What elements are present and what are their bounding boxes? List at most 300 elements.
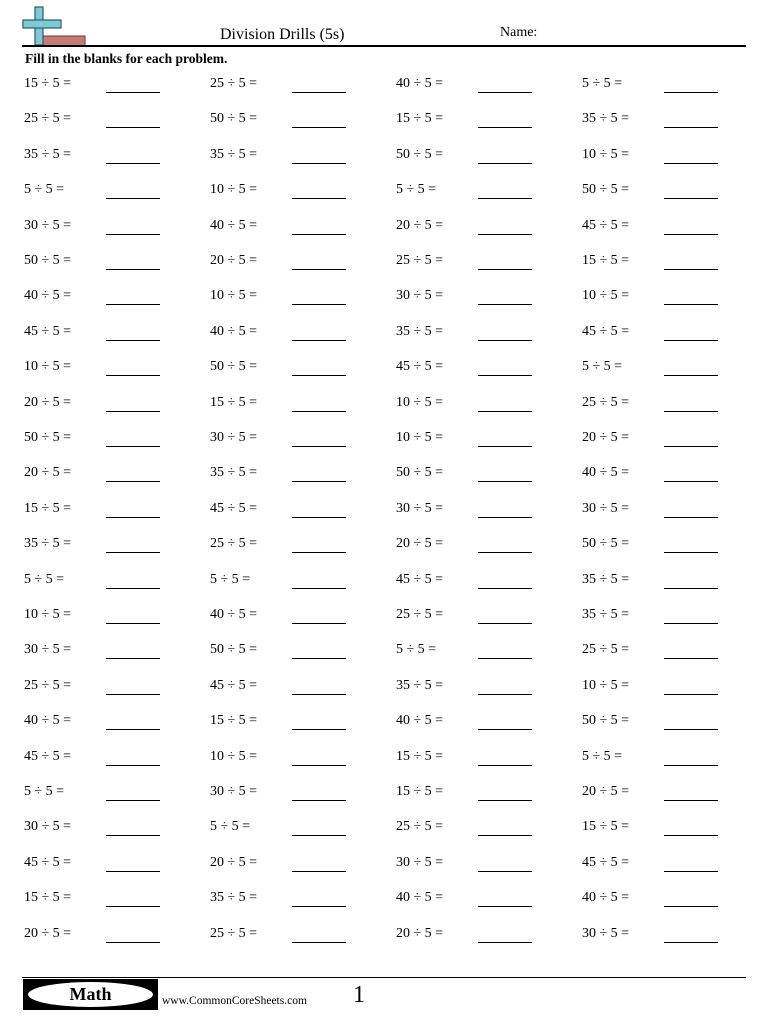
answer-blank[interactable] [478,269,532,270]
problem-row [24,815,744,849]
problem-item [210,638,396,672]
answer-blank[interactable] [478,517,532,518]
problem-text: 20 ÷ 5 = [396,217,444,233]
answer-blank[interactable] [664,588,718,589]
problem-text: 40 ÷ 5 = [210,607,258,622]
answer-blank[interactable] [664,411,718,412]
problem-text: 30 ÷ 5 = [396,500,444,516]
answer-blank[interactable] [106,234,160,235]
instructions: Fill in the blanks for each problem. [25,51,228,66]
problem-text: 45 ÷ 5 = [24,323,72,339]
answer-blank[interactable] [106,92,160,93]
answer-blank[interactable] [664,765,718,766]
problem-text: 5 ÷ 5 = [582,748,623,764]
problem-item [582,886,768,920]
answer-blank[interactable] [478,694,532,695]
problem-item [582,603,768,637]
problem-text: 35 ÷ 5 = [582,607,630,622]
problem-row [24,143,744,177]
problem-item [210,603,396,637]
answer-blank[interactable] [478,835,532,836]
answer-blank[interactable] [478,942,532,943]
answer-blank[interactable] [478,765,532,766]
problem-row [24,851,744,885]
answer-blank[interactable] [292,765,346,766]
problem-item [582,107,768,141]
plus-minus-logo-icon [22,6,88,48]
problem-text: 10 ÷ 5 = [396,430,444,445]
problem-item [396,815,582,849]
answer-blank[interactable] [478,411,532,412]
answer-blank[interactable] [292,835,346,836]
problem-item [396,143,582,177]
problem-item [210,355,396,389]
answer-blank[interactable] [292,942,346,943]
problem-item [24,143,210,177]
answer-blank[interactable] [664,871,718,872]
answer-blank[interactable] [106,163,160,164]
problem-row [24,922,744,956]
problem-item [210,568,396,602]
answer-blank[interactable] [292,163,346,164]
problem-text: 35 ÷ 5 = [24,146,72,162]
problem-text: 30 ÷ 5 = [582,925,630,941]
problem-item [24,674,210,708]
answer-blank[interactable] [292,127,346,128]
answer-blank[interactable] [292,800,346,801]
problem-text: 45 ÷ 5 = [396,359,444,375]
problem-text: 50 ÷ 5 = [396,146,444,162]
answer-blank[interactable] [664,446,718,447]
answer-blank[interactable] [478,163,532,164]
problem-item [24,886,210,920]
answer-blank[interactable] [106,800,160,801]
answer-blank[interactable] [292,729,346,730]
problem-text: 20 ÷ 5 = [582,430,630,445]
page-title: Division Drills (5s) [220,26,345,43]
problem-item [210,780,396,814]
answer-blank[interactable] [292,623,346,624]
problem-row [24,284,744,318]
problem-item [396,780,582,814]
problem-text: 25 ÷ 5 = [210,925,258,941]
problem-row [24,709,744,743]
problem-item [210,426,396,460]
answer-blank[interactable] [106,588,160,589]
answer-blank[interactable] [664,198,718,199]
problem-text: 50 ÷ 5 = [582,182,630,198]
answer-blank[interactable] [106,198,160,199]
answer-blank[interactable] [292,234,346,235]
problem-row [24,355,744,389]
answer-blank[interactable] [106,623,160,624]
problem-text: 45 ÷ 5 = [24,748,72,764]
problem-item [396,851,582,885]
problem-text: 10 ÷ 5 = [582,677,630,693]
answer-blank[interactable] [106,765,160,766]
answer-blank[interactable] [478,198,532,199]
problem-text: 5 ÷ 5 = [396,182,437,198]
problem-text: 10 ÷ 5 = [582,288,630,304]
problem-item [24,745,210,779]
answer-blank[interactable] [478,906,532,907]
problem-row [24,461,744,495]
problem-text: 15 ÷ 5 = [396,111,444,127]
answer-blank[interactable] [664,127,718,128]
problem-text: 40 ÷ 5 = [24,713,72,729]
problem-item [210,815,396,849]
problem-item [582,355,768,389]
problem-item [582,815,768,849]
answer-blank[interactable] [478,481,532,482]
answer-blank[interactable] [106,517,160,518]
answer-blank[interactable] [478,127,532,128]
answer-blank[interactable] [106,446,160,447]
problem-row [24,72,744,106]
problem-text: 40 ÷ 5 = [582,465,630,481]
problem-row [24,780,744,814]
problem-text: 20 ÷ 5 = [24,925,72,941]
answer-blank[interactable] [106,942,160,943]
problem-text: 40 ÷ 5 = [210,217,258,233]
answer-blank[interactable] [664,340,718,341]
answer-blank[interactable] [478,234,532,235]
problem-row [24,178,744,212]
problem-text: 40 ÷ 5 = [210,323,258,339]
answer-blank[interactable] [292,658,346,659]
answer-blank[interactable] [106,871,160,872]
problem-row [24,532,744,566]
problem-text: 45 ÷ 5 = [210,677,258,693]
problem-item [396,249,582,283]
problem-item [210,391,396,425]
problem-row [24,391,744,425]
problem-item [396,320,582,354]
answer-blank[interactable] [664,92,718,93]
problem-row [24,249,744,283]
answer-blank[interactable] [292,694,346,695]
answer-blank[interactable] [478,552,532,553]
problem-item [24,320,210,354]
problem-row [24,638,744,672]
problem-row [24,214,744,248]
answer-blank[interactable] [664,269,718,270]
problem-item [24,603,210,637]
problem-item [24,922,210,956]
problem-item [582,284,768,318]
answer-blank[interactable] [664,906,718,907]
problem-text: 25 ÷ 5 = [582,394,630,410]
problem-item [396,391,582,425]
problem-text: 15 ÷ 5 = [396,748,444,764]
problem-text: 30 ÷ 5 = [396,854,444,870]
answer-blank[interactable] [292,304,346,305]
answer-blank[interactable] [106,340,160,341]
problem-item [24,214,210,248]
problem-item [210,851,396,885]
problem-item [396,107,582,141]
problem-item [396,922,582,956]
math-badge-label: Math [28,982,153,1007]
problem-text: 10 ÷ 5 = [582,146,630,162]
problem-item [210,922,396,956]
answer-blank[interactable] [106,835,160,836]
answer-blank[interactable] [478,588,532,589]
problem-item [582,532,768,566]
answer-blank[interactable] [292,871,346,872]
problem-item [210,72,396,106]
problem-item [582,851,768,885]
problem-text: 30 ÷ 5 = [24,217,72,233]
problem-text: 25 ÷ 5 = [24,111,72,127]
problem-item [582,178,768,212]
problem-item [582,638,768,672]
problem-text: 50 ÷ 5 = [24,430,72,445]
problem-item [210,461,396,495]
problem-text: 45 ÷ 5 = [582,323,630,339]
problem-item [396,568,582,602]
answer-blank[interactable] [664,304,718,305]
problem-item [210,214,396,248]
answer-blank[interactable] [478,729,532,730]
answer-blank[interactable] [664,729,718,730]
problem-text: 25 ÷ 5 = [24,677,72,693]
answer-blank[interactable] [292,198,346,199]
answer-blank[interactable] [106,481,160,482]
answer-blank[interactable] [664,234,718,235]
problem-row [24,886,744,920]
answer-blank[interactable] [292,411,346,412]
answer-blank[interactable] [106,658,160,659]
problem-item [210,674,396,708]
problem-text: 15 ÷ 5 = [24,76,72,91]
footer-divider [22,977,746,978]
problem-text: 45 ÷ 5 = [396,571,444,587]
page-number: 1 [353,982,365,1008]
problem-item [24,284,210,318]
problem-text: 50 ÷ 5 = [210,111,258,127]
problem-item [210,320,396,354]
answer-blank[interactable] [664,623,718,624]
problem-text: 35 ÷ 5 = [24,536,72,552]
problem-item [396,461,582,495]
problem-text: 25 ÷ 5 = [210,536,258,552]
name-label: Name: [500,25,538,40]
problem-item [396,497,582,531]
answer-blank[interactable] [292,588,346,589]
problem-text: 15 ÷ 5 = [210,394,258,410]
answer-blank[interactable] [106,906,160,907]
problem-text: 35 ÷ 5 = [396,323,444,339]
answer-blank[interactable] [106,127,160,128]
answer-blank[interactable] [664,552,718,553]
problem-item [396,284,582,318]
problem-item [396,886,582,920]
problem-text: 45 ÷ 5 = [582,854,630,870]
problem-text: 5 ÷ 5 = [582,76,623,91]
answer-blank[interactable] [664,163,718,164]
problem-item [24,532,210,566]
answer-blank[interactable] [106,729,160,730]
answer-blank[interactable] [106,304,160,305]
problem-item [396,532,582,566]
problem-item [396,603,582,637]
problem-row [24,107,744,141]
problem-item [24,391,210,425]
problem-item [210,745,396,779]
problem-item [24,461,210,495]
answer-blank[interactable] [292,906,346,907]
answer-blank[interactable] [106,375,160,376]
answer-blank[interactable] [478,92,532,93]
answer-blank[interactable] [106,269,160,270]
problem-text: 30 ÷ 5 = [396,288,444,304]
problem-text: 10 ÷ 5 = [210,182,258,198]
problem-text: 50 ÷ 5 = [24,253,72,268]
problem-text: 25 ÷ 5 = [396,607,444,622]
problem-row [24,568,744,602]
problem-text: 45 ÷ 5 = [24,854,72,870]
problem-text: 5 ÷ 5 = [210,819,251,835]
problem-text: 35 ÷ 5 = [210,465,258,481]
answer-blank[interactable] [664,835,718,836]
answer-blank[interactable] [292,340,346,341]
problem-text: 15 ÷ 5 = [582,253,630,268]
problem-item [582,391,768,425]
problem-text: 35 ÷ 5 = [210,146,258,162]
problem-item [24,249,210,283]
answer-blank[interactable] [478,658,532,659]
problem-item [582,461,768,495]
answer-blank[interactable] [292,517,346,518]
problem-text: 5 ÷ 5 = [24,784,65,799]
answer-blank[interactable] [478,623,532,624]
answer-blank[interactable] [292,375,346,376]
problem-item [582,674,768,708]
answer-blank[interactable] [664,800,718,801]
problem-item [582,922,768,956]
problem-text: 25 ÷ 5 = [396,253,444,268]
problem-text: 50 ÷ 5 = [582,713,630,729]
problem-item [24,815,210,849]
problem-item [210,497,396,531]
problem-item [396,355,582,389]
answer-blank[interactable] [292,481,346,482]
problem-item [582,214,768,248]
answer-blank[interactable] [478,375,532,376]
answer-blank[interactable] [106,411,160,412]
problem-text: 40 ÷ 5 = [396,76,444,91]
problem-item [210,143,396,177]
answer-blank[interactable] [478,800,532,801]
problem-row [24,603,744,637]
problem-text: 20 ÷ 5 = [24,394,72,410]
problem-text: 45 ÷ 5 = [210,500,258,516]
problem-item [582,320,768,354]
problem-item [210,107,396,141]
answer-blank[interactable] [106,694,160,695]
answer-blank[interactable] [478,304,532,305]
problem-item [210,886,396,920]
problem-item [396,745,582,779]
problem-row [24,426,744,460]
problem-item [24,638,210,672]
problem-item [24,709,210,743]
answer-blank[interactable] [292,92,346,93]
problem-text: 40 ÷ 5 = [24,288,72,304]
answer-blank[interactable] [664,658,718,659]
problem-text: 20 ÷ 5 = [210,253,258,268]
answer-blank[interactable] [664,942,718,943]
problem-text: 10 ÷ 5 = [210,288,258,304]
problem-text: 25 ÷ 5 = [396,819,444,835]
problem-item [210,284,396,318]
problem-text: 25 ÷ 5 = [582,642,630,658]
answer-blank[interactable] [292,446,346,447]
problem-item [210,178,396,212]
problem-text: 50 ÷ 5 = [396,465,444,481]
problem-row [24,745,744,779]
answer-blank[interactable] [478,340,532,341]
answer-blank[interactable] [664,481,718,482]
answer-blank[interactable] [292,552,346,553]
problem-row [24,320,744,354]
problem-text: 30 ÷ 5 = [24,819,72,835]
problem-text: 40 ÷ 5 = [582,890,630,906]
answer-blank[interactable] [292,269,346,270]
problem-item [396,178,582,212]
problem-item [396,72,582,106]
problem-text: 20 ÷ 5 = [582,784,630,799]
answer-blank[interactable] [106,552,160,553]
problem-text: 5 ÷ 5 = [210,571,251,587]
problem-text: 15 ÷ 5 = [210,713,258,729]
problem-text: 50 ÷ 5 = [210,359,258,375]
answer-blank[interactable] [664,517,718,518]
problem-text: 35 ÷ 5 = [396,677,444,693]
problem-row [24,497,744,531]
problem-text: 30 ÷ 5 = [582,500,630,516]
problem-text: 40 ÷ 5 = [396,890,444,906]
problem-item [24,107,210,141]
math-badge [23,979,158,1010]
problem-item [210,532,396,566]
problem-text: 5 ÷ 5 = [582,359,623,375]
problem-text: 10 ÷ 5 = [396,394,444,410]
problem-item [24,568,210,602]
header-divider [22,45,746,47]
problem-item [396,426,582,460]
problem-item [24,780,210,814]
problem-item [396,638,582,672]
problem-text: 25 ÷ 5 = [210,76,258,91]
problem-item [24,72,210,106]
problem-text: 5 ÷ 5 = [24,571,65,587]
problem-text: 30 ÷ 5 = [210,430,258,445]
answer-blank[interactable] [478,871,532,872]
answer-blank[interactable] [664,375,718,376]
problem-item [24,851,210,885]
problem-text: 30 ÷ 5 = [24,642,72,658]
problem-text: 20 ÷ 5 = [210,854,258,870]
problem-text: 10 ÷ 5 = [24,607,72,622]
problem-item [24,497,210,531]
problem-item [24,426,210,460]
answer-blank[interactable] [478,446,532,447]
footer-url: www.CommonCoreSheets.com [162,995,307,1007]
answer-blank[interactable] [664,694,718,695]
problem-item [582,72,768,106]
